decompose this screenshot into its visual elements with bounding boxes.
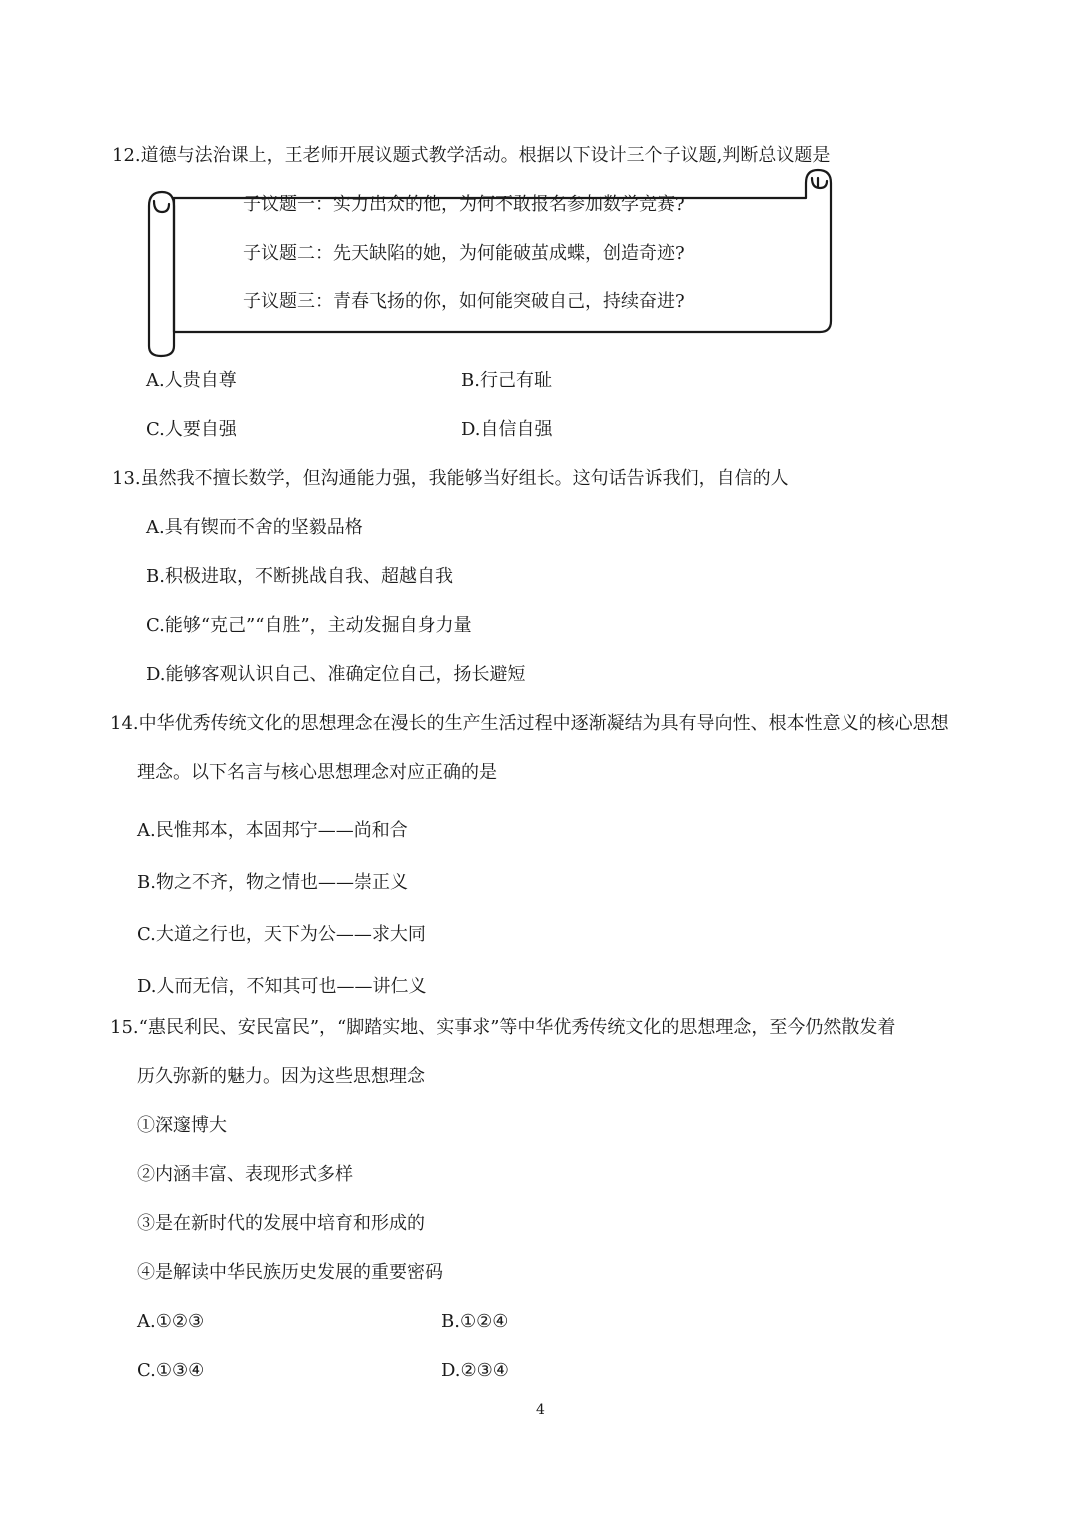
q15-option-b: B.①②④: [441, 1311, 509, 1332]
q15-statement-4: ④是解读中华民族历史发展的重要密码: [137, 1262, 443, 1283]
q12-sub-topic-1: 子议题一：实力出众的他，为何不敢报名参加数学竞赛?: [243, 194, 685, 215]
q15-stem-line-1: 15.“惠民利民、安民富民”，“脚踏实地、实事求”等中华优秀传统文化的思想理念，至今仍然散发着: [110, 1017, 896, 1038]
q15-stem-line-2: 历久弥新的魅力。因为这些思想理念: [137, 1066, 425, 1087]
q15-statement-3: ③是在新时代的发展中培育和形成的: [137, 1213, 425, 1234]
q13-option-d: D.能够客观认识自己、准确定位自己，扬长避短: [146, 664, 526, 685]
q15-option-a: A.①②③: [137, 1311, 205, 1332]
q12-option-c: C.人要自强: [146, 419, 237, 440]
q14-stem-line-1: 14.中华优秀传统文化的思想理念在漫长的生产生活过程中逐渐凝结为具有导向性、根本性意义的核心思想: [110, 713, 949, 734]
q13-stem: 13.虽然我不擅长数学，但沟通能力强，我能够当好组长。这句话告诉我们，自信的人: [112, 468, 789, 489]
scroll-curl-top: [812, 178, 827, 188]
q12-sub-topic-3: 子议题三：青春飞扬的你，如何能突破自己，持续奋进?: [243, 291, 685, 312]
q14-option-c: C.大道之行也，天下为公——求大同: [137, 924, 426, 945]
q15-option-c: C.①③④: [137, 1360, 205, 1381]
q15-statement-2: ②内涵丰富、表现形式多样: [137, 1164, 353, 1185]
q14-stem-line-2: 理念。以下名言与核心思想理念对应正确的是: [137, 762, 497, 783]
q14-option-b: B.物之不齐，物之情也——崇正义: [137, 872, 408, 893]
q15-statement-1: ①深邃博大: [137, 1115, 227, 1136]
q15-option-d: D.②③④: [441, 1360, 509, 1381]
q12-option-b: B.行己有耻: [461, 370, 552, 391]
scroll-box: [0, 0, 1080, 380]
q13-option-c: C.能够“克己”“自胜”，主动发掘自身力量: [146, 615, 472, 636]
page-number: 4: [536, 1402, 545, 1418]
q12-option-a: A.人贵自尊: [146, 370, 237, 391]
q14-option-d: D.人而无信，不知其可也——讲仁义: [137, 976, 427, 997]
q13-option-a: A.具有锲而不舍的坚毅品格: [146, 517, 363, 538]
q12-stem: 12.道德与法治课上，王老师开展议题式教学活动。根据以下设计三个子议题,判断总议题是: [112, 145, 831, 166]
q14-option-a: A.民惟邦本，本固邦宁——尚和合: [137, 820, 408, 841]
q13-option-b: B.积极进取，不断挑战自我、超越自我: [146, 566, 453, 587]
q12-sub-topic-2: 子议题二：先天缺陷的她，为何能破茧成蝶，创造奇迹?: [243, 243, 685, 264]
scroll-roller-left: [149, 192, 174, 356]
q12-option-d: D.自信自强: [461, 419, 553, 440]
